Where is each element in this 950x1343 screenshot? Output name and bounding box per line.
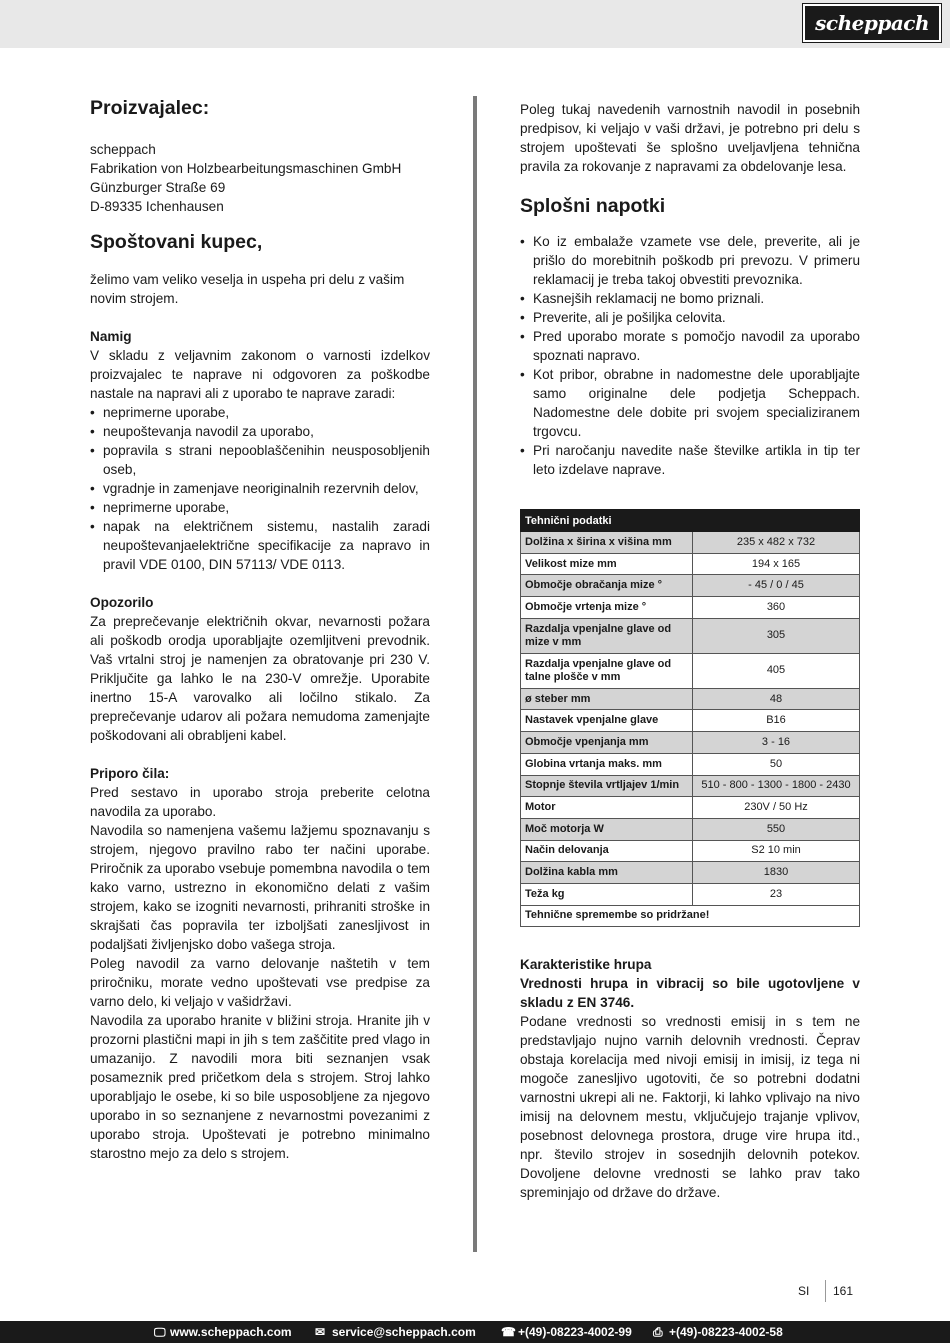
address-line: Fabrikation von Holzbearbeitungsmaschinen GmbH (90, 161, 402, 176)
row-label: Dolžina x širina x višina mm (521, 532, 693, 554)
table-row (521, 553, 860, 575)
list-item: • Ko iz embalaže vzamete vse dele, preverite, ali je prišlo do morebitnih poškodb pri prevozu. V primeru reklamacij je treba takoj obvestiti prevoznika. (520, 232, 860, 289)
footer-bar (0, 1321, 950, 1343)
scheppach-logo: scheppach (803, 4, 941, 42)
phone-icon: ☎ (501, 1325, 516, 1339)
opozorilo-title: Opozorilo (90, 595, 154, 610)
table-row (521, 775, 860, 797)
manufacturer-heading: Proizvajalec: (90, 97, 210, 119)
table-row (521, 732, 860, 754)
row-label: Razdalja vpenjalne glave od talne plošče v mm (521, 653, 693, 688)
priporocila-title: Priporo čila: (90, 766, 170, 781)
namig-title: Namig (90, 329, 132, 344)
row-label: Dolžina kabla mm (521, 862, 693, 884)
table-row (521, 653, 860, 688)
footer-fax: +(49)-08223-4002-58 (669, 1325, 783, 1339)
table-row (521, 710, 860, 732)
namig-list (90, 403, 430, 574)
table-row (521, 862, 860, 884)
table-row (521, 597, 860, 619)
greeting-text: želimo vam veliko veselja in uspeha pri delu z vašim novim strojem. (90, 272, 405, 306)
fax-icon: ⎙ (653, 1325, 663, 1339)
row-value: 48 (693, 688, 860, 710)
page-number-divider (825, 1280, 826, 1302)
table-header-row (521, 510, 860, 532)
row-value: 235 x 482 x 732 (693, 532, 860, 554)
email-icon: ✉ (315, 1325, 326, 1339)
row-value: 1830 (693, 862, 860, 884)
address-line: Günzburger Straße 69 (90, 180, 226, 195)
priporocila-paragraph: Navodila so namenjena vašemu lažjemu spoznavanju s strojem, njegovo pravilno rabo ter načini uporabe. Priročnik za uporabo vsebuje pomembna navodila o tem kako varno, ustrezno in ekonomično delati z vašim strojem, kako se izogniti nevarnosti, prihraniti stroške in skrajšati čas popravila ter izboljšati zanesljivost in podaljšati življenjsko dobo vašega stroja. (90, 823, 430, 952)
opozorilo-text: Za preprečevanje električnih okvar, nevarnosti požara ali poškodb orodja uporabljajte ozemljitveni prevodnik. Vaš vrtalni stroj je namenjen za obratovanje pri 230 V. Priključite ga lahko le na 230-V omrežje. Uporabite inertno 15-A varovalko ali ločilno stikalo. Za preprečevanje udarov ali požara nemudoma zamenjajte poškodovani ali obrabljeni kabel. (90, 614, 430, 743)
row-value: 50 (693, 753, 860, 775)
page-number: 161 (833, 1284, 854, 1298)
table-row (521, 753, 860, 775)
footer-phone[interactable]: +(49)-08223-4002-99 (518, 1325, 632, 1339)
header-bar (0, 0, 950, 48)
noise-subtitle: Vrednosti hrupa in vibracij so bile ugotovljene v skladu z EN 3746. (520, 976, 860, 1011)
table-row (521, 618, 860, 653)
list-item: • Preverite, ali je pošiljka celovita. (520, 308, 860, 327)
row-label: Motor (521, 797, 693, 819)
row-value: 550 (693, 818, 860, 840)
noise-title: Karakteristike hrupa (520, 957, 652, 973)
table-row (521, 797, 860, 819)
priporocila-paragraph: Pred sestavo in uporabo stroja preberite celotna navodila za uporabo. (90, 785, 430, 819)
row-label: Nastavek vpenjalne glave (521, 710, 693, 732)
table-row (521, 840, 860, 862)
row-value: 23 (693, 883, 860, 905)
address-line: D-89335 Ichenhausen (90, 199, 224, 214)
row-label: Moč motorja W (521, 818, 693, 840)
row-label: Območje vpenjanja mm (521, 732, 693, 754)
table-row (521, 818, 860, 840)
row-label: Velikost mize mm (521, 553, 693, 575)
priporocila-paragraph: Navodila za uporabo hranite v bližini stroja. Hranite jih v prozorni plastični mapi in jih s tem zaščitite pred vlago in umazanijo. Z navodili mora biti seznanjen vsak posameznik pred pričetkom dela s strojem. Stroj lahko uporabljajo le osebe, ki so bile usposobljene za njegovo uporabo in so seznanjene z nevarnostmi povezanimi z uporabo stroja. Upoštevati je potrebno minimalno starostno mejo za delo s strojem. (90, 1013, 430, 1161)
list-item: • Pri naročanju navedite naše številke artikla in tip ter leto izdelave naprave. (520, 441, 860, 479)
list-item: • neprimerne uporabe, (90, 403, 430, 422)
row-value: - 45 / 0 / 45 (693, 575, 860, 597)
table-row (521, 575, 860, 597)
table-note-row (521, 905, 860, 927)
namig-text: V skladu z veljavnim zakonom o varnosti izdelkov proizvajalec te naprave ni odgovoren za poškodbe nastale na napravi ali z uporabo te naprave zaradi: (90, 348, 430, 401)
table-row (521, 883, 860, 905)
row-value: 305 (693, 618, 860, 653)
row-value: 3 - 16 (693, 732, 860, 754)
list-item: • vgradnje in zamenjave neoriginalnih rezervnih delov, (90, 479, 430, 498)
language-code: SI (798, 1284, 810, 1298)
table-row (521, 688, 860, 710)
row-value: S2 10 min (693, 840, 860, 862)
footer-email[interactable]: service@scheppach.com (332, 1325, 476, 1339)
row-label: Globina vrtanja maks. mm (521, 753, 693, 775)
noise-text: Podane vrednosti so vrednosti emisij in s tem ne predstavljajo nujno varnih delovnih vrednosti. Čeprav obstaja korelacija med nivoji emisij in imisij, iz tega ni mogoče zanesljivo ugotoviti, če so potrebni dodatni varnostni ukrepi ali ne. Faktorji, ki lahko vplivajo na nivo imisij na delovnem mestu, vključujejo trajanje vplivov, posebnost delovnega prostora, druge vire hrupa itd., npr. število strojev in sosednjih delovnih potekov. Dovoljene delovne vrednosti se lahko prav tako spreminjajo od države do države. (520, 1014, 860, 1201)
address-line: scheppach (90, 142, 156, 157)
row-label: Območje vrtenja mize ° (521, 597, 693, 619)
row-label: Teža kg (521, 883, 693, 905)
row-label: Razdalja vpenjalne glave od mize v mm (521, 618, 693, 653)
row-label: Stopnje števila vrtljajev 1/min (521, 775, 693, 797)
list-item: • popravila s strani nepooblaščenihin neusposobljenih oseb, (90, 441, 430, 479)
row-value: 194 x 165 (693, 553, 860, 575)
row-value: 405 (693, 653, 860, 688)
general-list (520, 232, 860, 479)
list-item: • napak na električnem sistemu, nastalih zaradi neupoštevanjaelektrične specifikacije za napravo in pravil VDE 0100, DIN 57113/ VDE 0113. (90, 517, 430, 574)
table-row (521, 532, 860, 554)
row-label: ø steber mm (521, 688, 693, 710)
customer-heading: Spoštovani kupec, (90, 231, 263, 253)
list-item: • Kasnejših reklamacij ne bomo priznali. (520, 289, 860, 308)
web-icon: 🖵 (154, 1325, 166, 1339)
table-title: Tehnični podatki (521, 510, 860, 532)
table-note: Tehnične spremembe so pridržane! (521, 905, 860, 927)
priporocila-paragraph: Poleg navodil za varno delovanje naštetih v tem priročniku, morate vedno upoštevati vse predpise za varno delo, ki veljajo v vašidržavi. (90, 956, 430, 1009)
right-column (520, 100, 860, 1202)
manufacturer-address (90, 140, 430, 216)
list-item: • neprimerne uporabe, (90, 498, 430, 517)
list-item: • neupoštevanja navodil za uporabo, (90, 422, 430, 441)
column-divider (473, 96, 477, 1252)
intro-text: Poleg tukaj navedenih varnostnih navodil in posebnih predpisov, ki veljajo v vaši državi, je potrebno pri delu s strojem upoštevati še splošno uveljavljena tehnična pravila za rokovanje z napravami za obdelovanje lesa. (520, 102, 860, 174)
row-label: Območje obračanja mize ° (521, 575, 693, 597)
general-heading: Splošni napotki (520, 195, 666, 217)
footer-website[interactable]: www.scheppach.com (170, 1325, 292, 1339)
row-value: 360 (693, 597, 860, 619)
left-column (90, 96, 430, 1163)
row-value: 510 - 800 - 1300 - 1800 - 2430 (693, 775, 860, 797)
technical-data-table (520, 509, 860, 927)
page-number-block (798, 1282, 854, 1300)
row-value: B16 (693, 710, 860, 732)
list-item: • Pred uporabo morate s pomočjo navodil za uporabo spoznati napravo. (520, 327, 860, 365)
row-value: 230V / 50 Hz (693, 797, 860, 819)
row-label: Način delovanja (521, 840, 693, 862)
list-item: • Kot pribor, obrabne in nadomestne dele uporabljajte samo originalne dele podjetja Scheppach. Nadomestne dele dobite pri svojem specializiranem trgovcu. (520, 365, 860, 441)
